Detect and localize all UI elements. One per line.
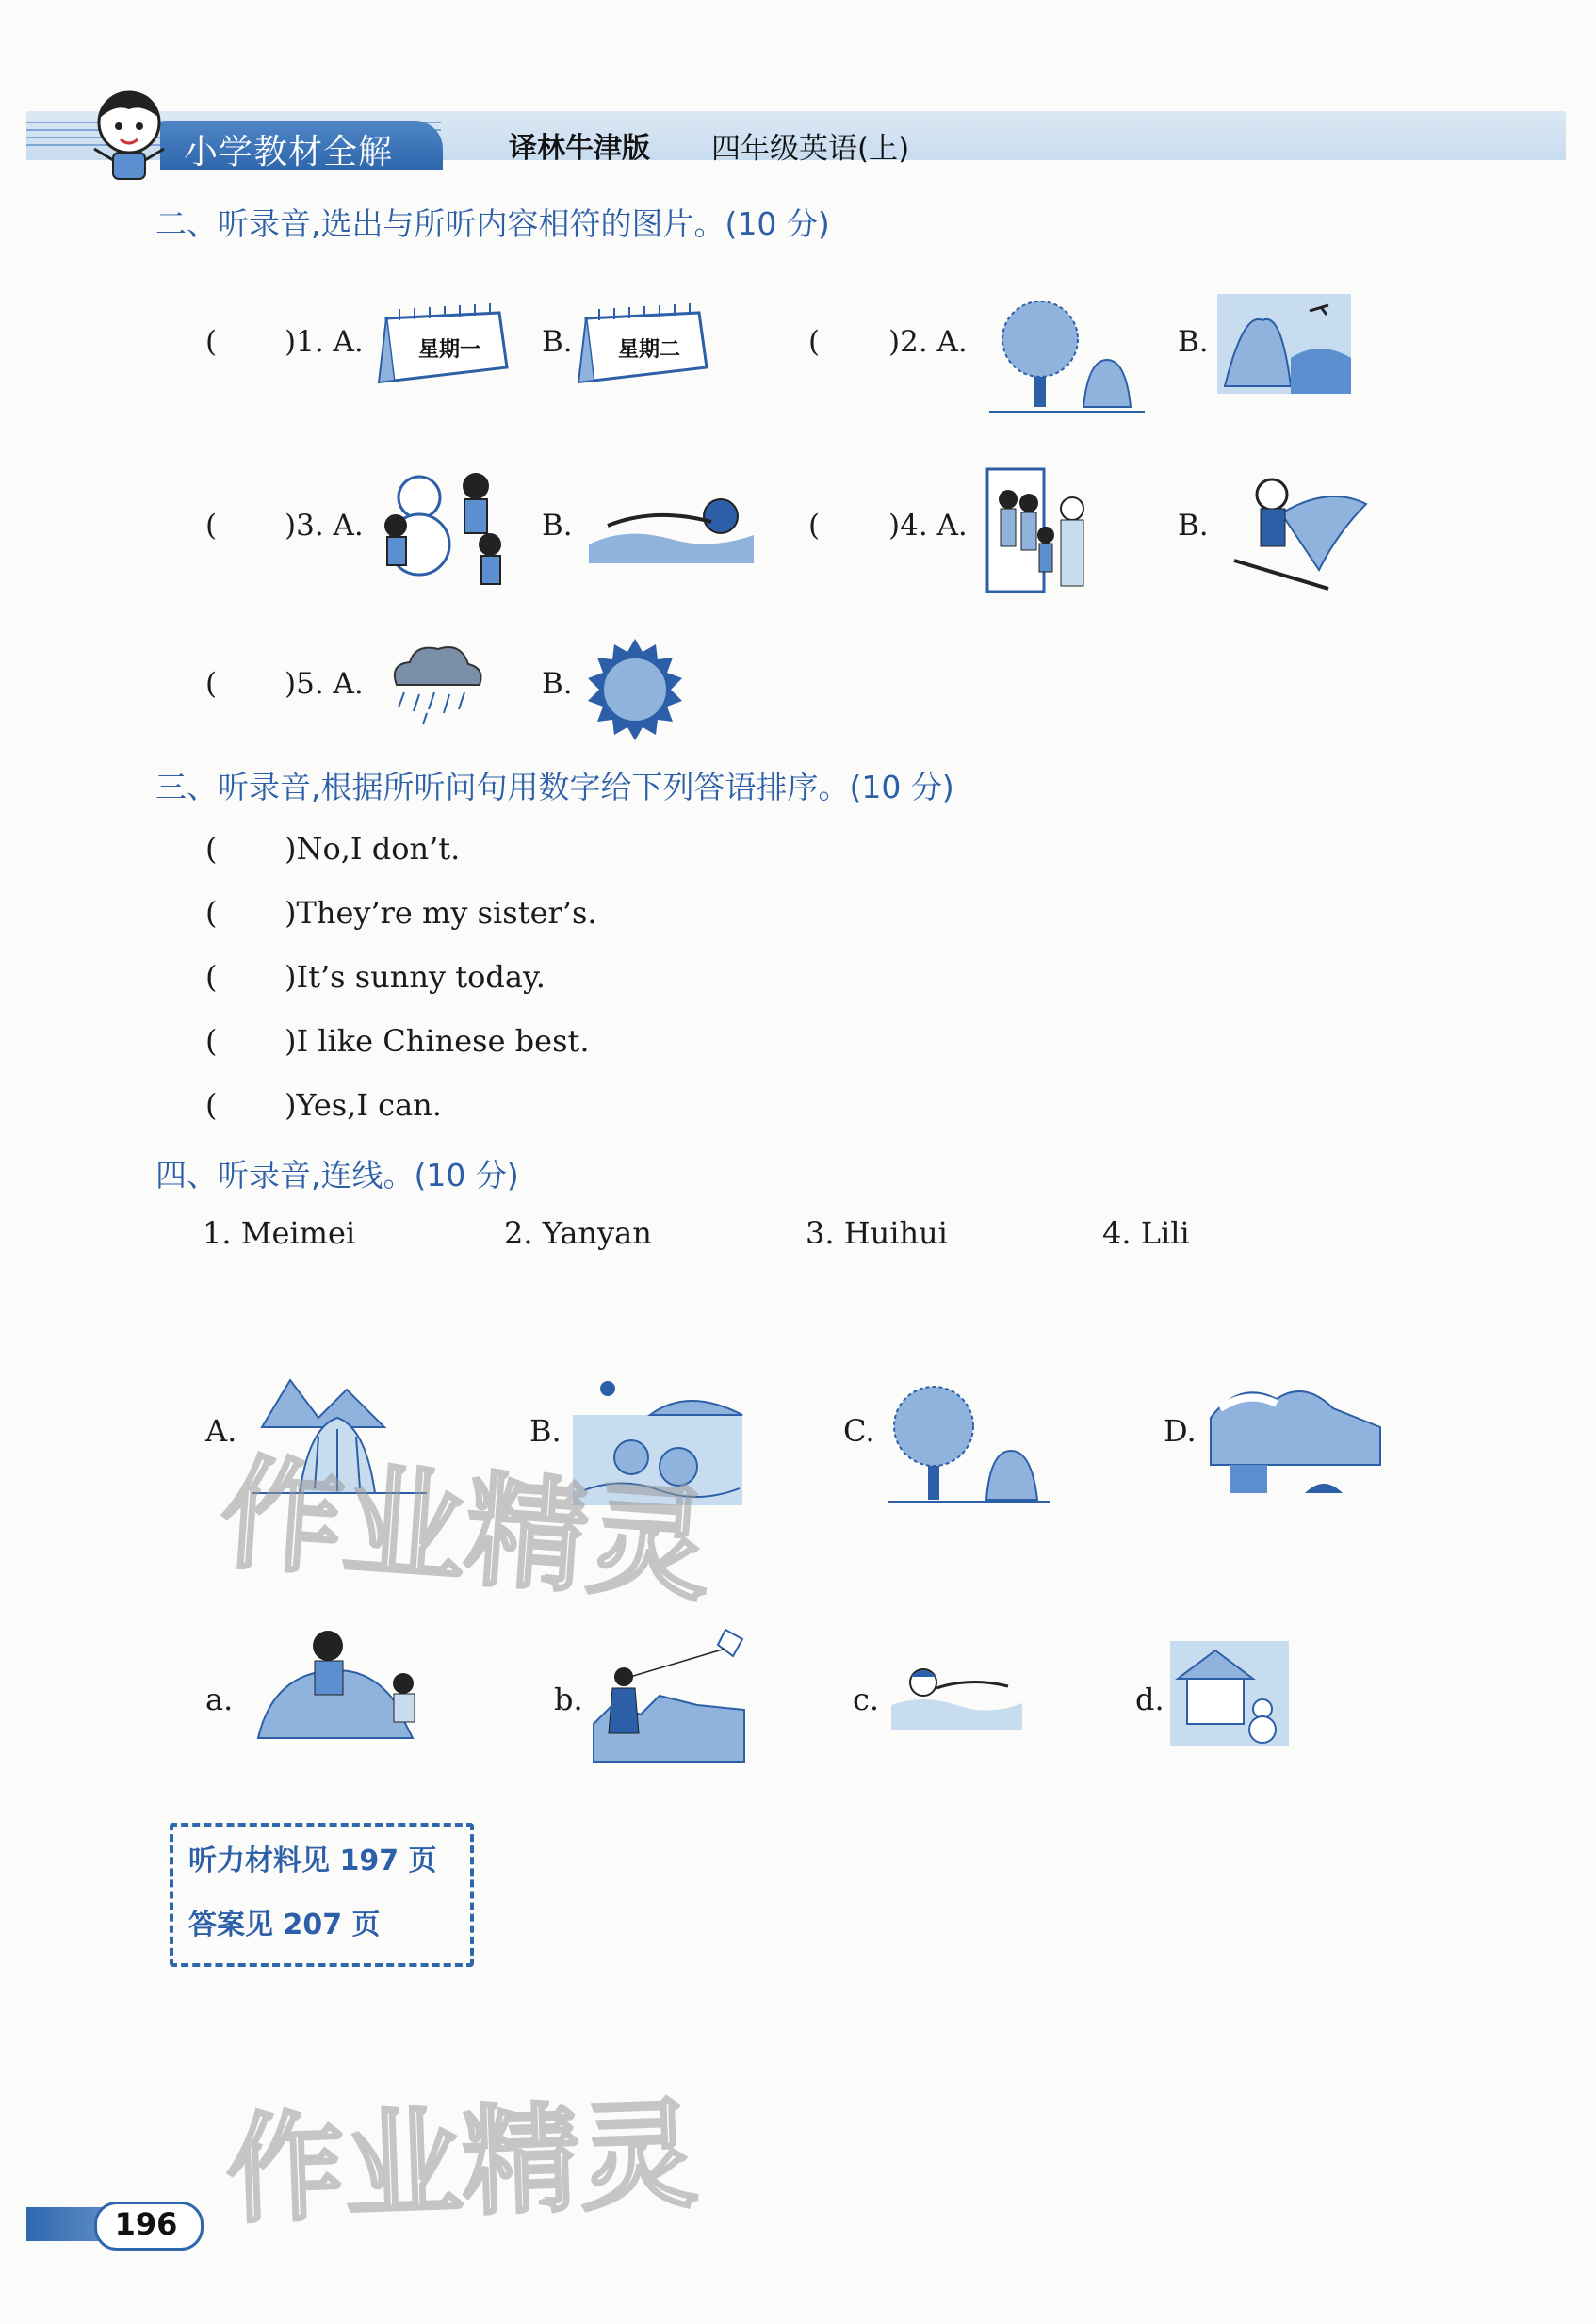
watermark: 作业精灵 [224,2087,700,2240]
answer-paren[interactable]: ( [205,667,218,701]
sun-icon [582,637,688,742]
family-door-icon [980,462,1098,598]
q4-option-b: B. [1178,509,1209,543]
response-item: )It’s sunny today. [285,959,546,995]
answer-paren[interactable]: ( [808,325,821,359]
swimming-icon [579,488,758,565]
activity-label: b. [554,1682,583,1717]
autumn-tree-icon[interactable] [881,1377,1055,1509]
section2-title: 二、听录音,选出与所听内容相符的图片。(10 分) [155,205,830,242]
answer-paren[interactable]: ( [205,1087,218,1123]
answer-paren[interactable]: ( [205,1023,218,1059]
swimming-icon[interactable] [886,1649,1027,1733]
response-item: )I like Chinese best. [285,1023,590,1059]
climbing-hill-icon[interactable] [252,1625,439,1743]
season-label: C. [843,1413,875,1449]
winter-snow-icon[interactable] [1201,1371,1385,1503]
season-label: D. [1164,1413,1197,1449]
answer-key-note: 答案见 207 页 [188,1909,381,1942]
rain-cloud-icon [382,636,487,730]
person-name[interactable]: 4. Lili [1102,1215,1190,1251]
boy-mascot-icon [77,83,181,187]
response-item: )Yes,I can. [285,1087,442,1123]
header-grade: 四年级英语(上) [711,132,910,166]
autumn-tree-icon [980,294,1149,421]
calendar-monday-text: 星期一 [418,338,481,362]
section4-title: 四、听录音,连线。(10 分) [155,1157,519,1194]
kids-snowman-icon [372,460,513,601]
q1-option-b: B. [542,325,573,359]
answer-paren[interactable]: ( [808,509,821,543]
answer-paren[interactable]: ( [205,895,218,931]
person-name[interactable]: 1. Meimei [203,1215,356,1251]
header-edition: 译林牛津版 [509,132,650,165]
q4-label: )4. A. [888,509,968,543]
season-label: B. [529,1413,562,1449]
activity-label: c. [853,1682,880,1717]
listening-material-note: 听力材料见 197 页 [188,1845,437,1877]
activity-label: d. [1135,1682,1164,1717]
building-snowman-icon[interactable] [1168,1639,1291,1747]
section3-title: 三、听录音,根据所听问句用数字给下列答语排序。(10 分) [155,769,954,805]
answer-paren[interactable]: ( [205,831,218,867]
calendar-monday-icon [377,300,511,386]
activity-label: a. [205,1682,234,1717]
watermark: 作业精灵 [216,1441,715,1618]
skiing-icon [1225,466,1376,593]
flying-kite-icon[interactable] [584,1620,754,1771]
q3-option-b: B. [542,509,573,543]
page-number: 196 [114,2206,178,2242]
q1-label: )1. A. [285,325,364,359]
answer-paren[interactable]: ( [205,509,218,543]
person-name[interactable]: 3. Huihui [806,1215,948,1251]
answer-paren[interactable]: ( [205,325,218,359]
q5-label: )5. A. [285,667,364,701]
q3-label: )3. A. [285,509,364,543]
q2-label: )2. A. [888,325,968,359]
spring-willow-lake-icon [1215,292,1353,396]
person-name[interactable]: 2. Yanyan [504,1215,652,1251]
header-title: 小学教材全解 [184,133,394,171]
q2-option-b: B. [1178,325,1209,359]
q5-option-b: B. [542,667,573,701]
response-item: )No,I don’t. [285,831,461,867]
calendar-tuesday-icon [577,300,710,386]
season-label: A. [205,1413,237,1449]
answer-paren[interactable]: ( [205,959,218,995]
calendar-tuesday-text: 星期二 [618,338,681,362]
response-item: )They’re my sister’s. [285,895,597,931]
